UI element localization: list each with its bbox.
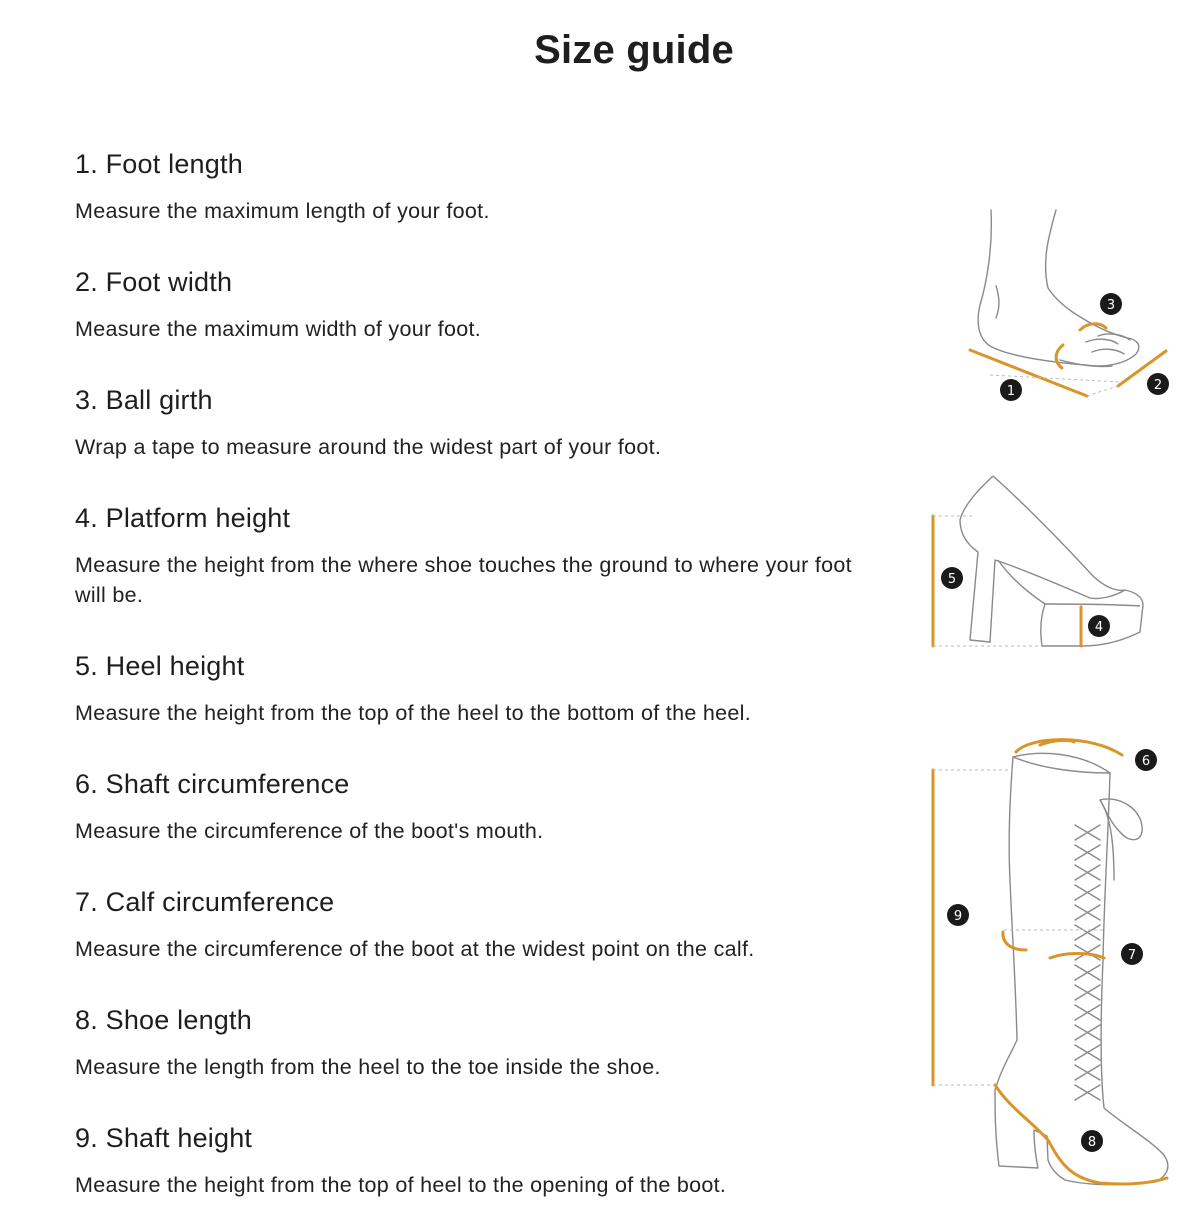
section-body: Measure the height from the top of heel to the opening of the boot. — [75, 1173, 727, 1197]
marker-4-label: 4 — [1094, 620, 1104, 635]
section-body: Measure the maximum width of your foot. — [75, 317, 482, 341]
marker-8-label: 8 — [1087, 1135, 1097, 1150]
marker-9 — [947, 904, 969, 926]
marker-4 — [1088, 615, 1110, 637]
section-body: Measure the height from the top of the heel to the bottom of the heel. — [75, 701, 751, 725]
marker-1-label: 1 — [1006, 384, 1016, 399]
marker-8 — [1081, 1130, 1103, 1152]
section-body: Measure the length from the heel to the toe inside the shoe. — [75, 1055, 661, 1079]
marker-2 — [1147, 373, 1169, 395]
section-heading: 6. Shaft circumference — [75, 769, 350, 799]
section-heading: 9. Shaft height — [75, 1123, 253, 1153]
marker-5-label: 5 — [947, 572, 957, 587]
marker-1 — [1000, 379, 1022, 401]
section-body: Measure the height from the where shoe touches the ground to where your foot will be. — [75, 553, 852, 607]
lace-up-boot-illustration — [995, 753, 1168, 1184]
marker-6 — [1135, 749, 1157, 771]
marker-2-label: 2 — [1153, 378, 1163, 393]
foot-illustration — [978, 210, 1139, 367]
platform-heel-illustration — [960, 476, 1143, 646]
section-heading: 4. Platform height — [75, 503, 291, 533]
section-body: Measure the circumference of the boot's mouth. — [75, 819, 544, 843]
section-body: Wrap a tape to measure around the widest part of your foot. — [75, 435, 662, 459]
page-title: Size guide — [534, 28, 734, 72]
section-body: Measure the circumference of the boot at the widest point on the calf. — [75, 937, 755, 961]
marker-6-label: 6 — [1141, 754, 1151, 769]
section-heading: 7. Calf circumference — [75, 887, 335, 917]
section-body: Measure the maximum length of your foot. — [75, 199, 490, 223]
marker-3 — [1100, 293, 1122, 315]
foot-measure-lines — [970, 324, 1166, 396]
marker-7-label: 7 — [1127, 948, 1137, 963]
section-heading: 5. Heel height — [75, 651, 245, 681]
marker-5 — [941, 567, 963, 589]
marker-9-label: 9 — [953, 909, 963, 924]
section-heading: 2. Foot width — [75, 267, 233, 297]
marker-3-label: 3 — [1106, 298, 1116, 313]
section-heading: 1. Foot length — [75, 149, 243, 179]
section-heading: 3. Ball girth — [75, 385, 213, 415]
marker-7 — [1121, 943, 1143, 965]
section-heading: 8. Shoe length — [75, 1005, 252, 1035]
